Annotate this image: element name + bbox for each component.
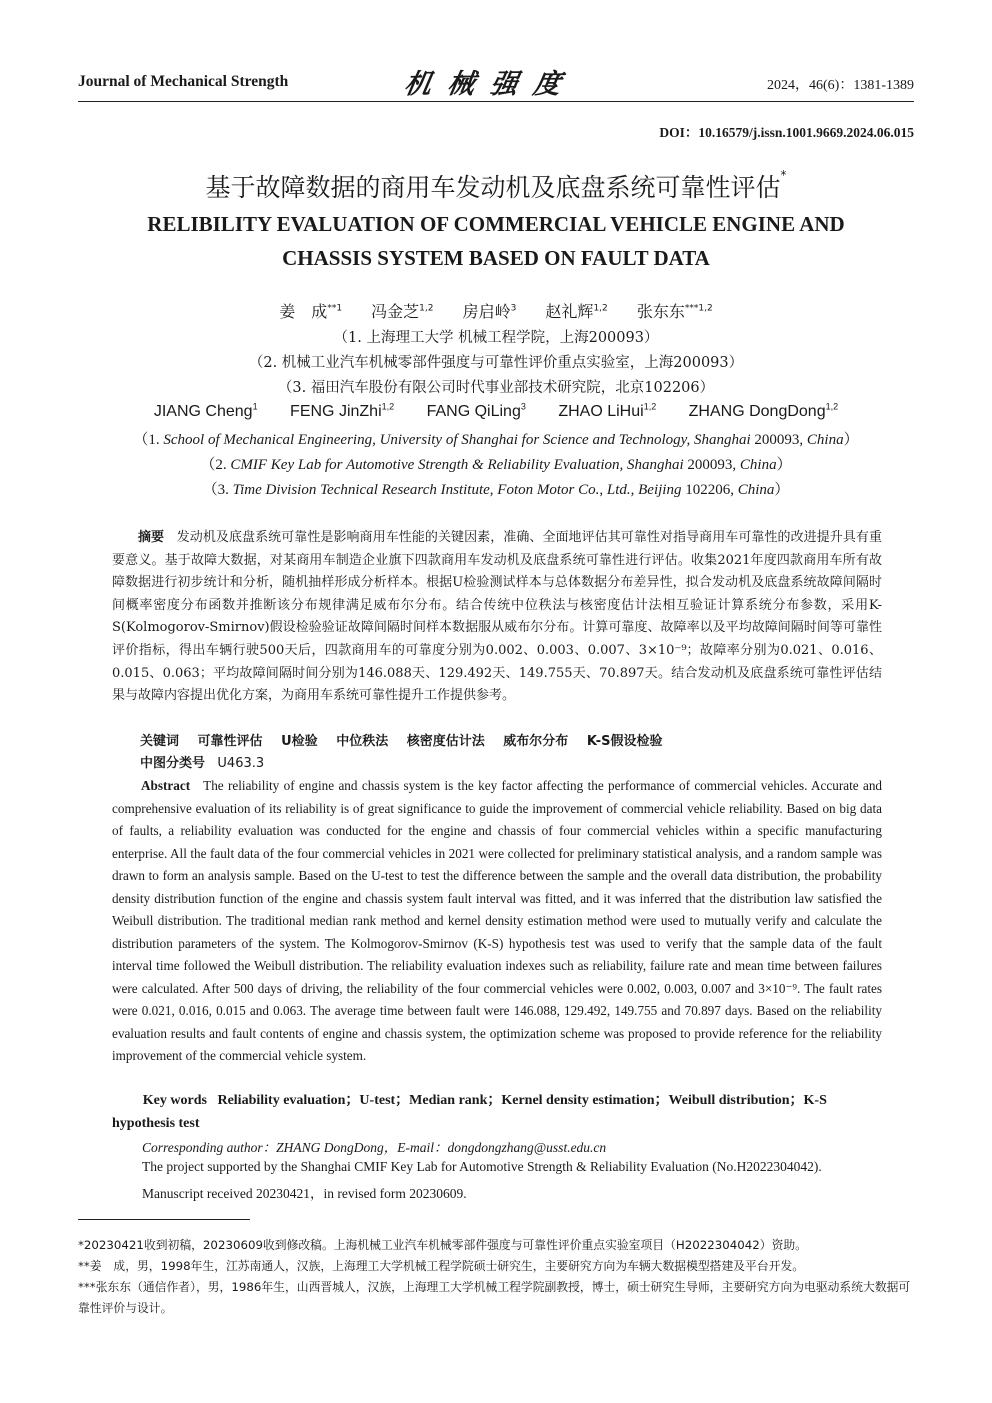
footnote-2: **姜 成，男，1998年生，江苏南通人，汉族，上海理工大学机械工程学院硕士研究生，主要研究方向为车辆大数据模型搭建及平台开发。 [78,1259,805,1273]
manuscript-received: Manuscript received 20230421，in revised form 20230609. [142,1186,467,1201]
authors-en [0,402,992,421]
author-en: JIANG Cheng$^1$ [153,402,258,421]
author-en: ZHANG DongDong$^{1,2}$ [688,402,839,421]
project-support: The project supported by the Shanghai CMIF Key Lab for Automotive Strength & Reliability Evaluation (No.H2022304042). [142,1159,822,1174]
abstract-cn: 摘要 发动机及底盘系统可靠性是影响商用车性能的关键因素，准确、全面地评估其可靠性对指导商用车可靠性的改进提升具有重要意义。基于故障大数据，对某商用车制造企业旗下四款商用车发动机及底盘系统可靠性进行评估。收集2021年度四款商用车所有故障数据进行初步统计和分析，随机抽样形成分析样本。根据U检验测试样本与总体数据分布差异性，拟合发动机及底盘系统故障间隔时间概率密度分布函数并推断该分布规律满足威布尔分布。结合传统中位秩法与核密度估计法相互验证计算系统分布参数，采用K-S(Kolmogorov-Smirnov)假设检验验证故障间隔时间样本数据服从威布尔分布。计算可靠度、故障率以及平均故障间隔时间等可靠性评价指标，得出车辆行驶500天后，四款商用车的可靠度分别为0.002、0.003、0.007、3×10⁻⁹；故障率分别为0.021、0.016、0.015、0.063；平均故障间隔时间分别为146.088天、129.492天、149.755天、70.897天。结合发动机及底盘系统可靠性评估结果与故障内容提出优化方案，为商用车系统可靠性提升工作提供参考。 [112,530,882,704]
affiliation-cn-2: （2. 机械工业汽车机械零部件强度与可靠性评价重点实验室，上海200093） [248,355,744,371]
affiliation-en-1: （1. School of Mechanical Engineering, University of Shanghai for Science and Technology, Shanghai 200093, China） [133,432,859,448]
author-en: FENG JinZhi$^{1,2}$ [290,402,395,421]
keyword-cn: 中位秩法 [336,734,389,749]
author-en: ZHAO LiHui$^{1,2}$ [558,402,657,421]
title-en: RELIBILITY EVALUATION OF COMMERCIAL VEHICLE ENGINE AND CHASSIS SYSTEM BASED ON FAULT DATA [147,212,845,270]
author-cn: 张东东$^{***1,2}$ [636,302,713,321]
abstract-en-label: Abstract [141,778,191,793]
author-cn: 房启岭$^3$ [462,302,517,321]
affiliation-en-2: （2. CMIF Key Lab for Automotive Strength & Reliability Evaluation, Shanghai 200093, China） [200,457,792,473]
keywords-en: Key words Reliability evaluation；U-test；Median rank；Kernel density estimation；Weibull distribution；K-S hypothesis test [112,1093,827,1131]
keyword-cn: 可靠性评估 [197,734,263,749]
journal-logo-cn: 机械强度 [401,69,580,100]
author-cn: 姜 成$^{**1}$ [279,302,343,321]
keywords-cn: 关键词 可靠性评估 U检验 中位秩法 核密度估计法 威布尔分布 K-S假设检验 [140,734,663,749]
classification-cn: 中图分类号 U463.3 [140,756,265,771]
footnote-1: *20230421收到初稿，20230609收到修改稿。上海机械工业汽车机械零部件强度与可靠性评价重点实验室项目（H2022304042）资助。 [78,1238,807,1252]
affiliation-cn-3: （3. 福田汽车股份有限公司时代事业部技术研究院，北京102206） [277,380,715,396]
author-cn: 冯金芝$^{1,2}$ [371,302,434,321]
authors-cn [0,299,992,322]
keyword-cn: 核密度估计法 [406,734,485,749]
journal-name: Journal of Mechanical Strength [78,73,289,90]
abstract-en: Abstract The reliability of engine and chassis system is the key factor affecting the performance of commercial vehicles. Accurate and comprehensive evaluation of its reliability is of great significance to guide the improvement of commercial vehicle reliability. Based on big data of faults, a reliability evaluation was conducted for the engine and chassis of four commercial vehicles within a specific manufacturing enterprise. All the fault data of the four commercial vehicles in 2021 were collected for preliminary statistical analysis, and a random sample was drawn to form an analysis sample. Based on the U-test to test the difference between the sample and the overall data distribution, the probability density distribution function of the engine and chassis system fault interval was fitted, and it was inferred that the distribution law satisfied the Weibull distribution. The traditional median rank method and kernel density estimation method were used to mutually verify and calculate the distribution parameters of the system. The Kolmogorov-Smirnov (K-S) hypothesis test was used to verify that the sample data of the fault interval time followed the Weibull distribution. The reliability evaluation indexes such as reliability, failure rate and mean time between failures were calculated. After 500 days of driving, the reliability of the four commercial vehicles were 0.002, 0.003, 0.007 and 3×10⁻⁹. The fault rates were 0.021, 0.016, 0.015 and 0.063. The average time between fault were 146.088, 129.492, 149.755 and 70.897 days. Based on the reliability evaluation results and fault contents of engine and chassis system, the optimization scheme was proposed to provide reference for the reliability improvement of the commercial vehicle system. [112,778,883,1063]
keyword-cn: U检验 [281,734,318,749]
keyword-cn: K-S假设检验 [586,734,663,749]
affiliation-cn-1: （1. 上海理工大学 机械工程学院，上海200093） [333,330,659,346]
author-en: FANG QiLing$^3$ [426,402,526,421]
volume-pages: 2024，46(6)：1381-1389 [767,78,914,93]
header-rule [78,101,914,102]
abstract-cn-label: 摘要 [138,530,165,545]
author-cn: 赵礼辉$^{1,2}$ [545,302,608,321]
affiliation-en-3: （3. Time Division Technical Research Institute, Foton Motor Co., Ltd., Beijing 102206, China） [202,482,790,498]
keyword-cn: 威布尔分布 [503,734,569,749]
corresponding-author: Corresponding author：ZHANG DongDong，E-mail：dongdongzhang@usst.edu.cn [142,1140,607,1155]
title-cn: 基于故障数据的商用车发动机及底盘系统可靠性评估* [205,168,787,202]
doi: DOI：10.16579/j.issn.1001.9669.2024.06.015 [659,125,914,140]
footnote-rule [78,1219,250,1220]
footnote-3: ***张东东（通信作者），男，1986年生，山西晋城人，汉族，上海理工大学机械工程学院副教授，博士，硕士研究生导师，主要研究方向为电驱动系统大数据可靠性评价与设计。 [78,1280,911,1315]
